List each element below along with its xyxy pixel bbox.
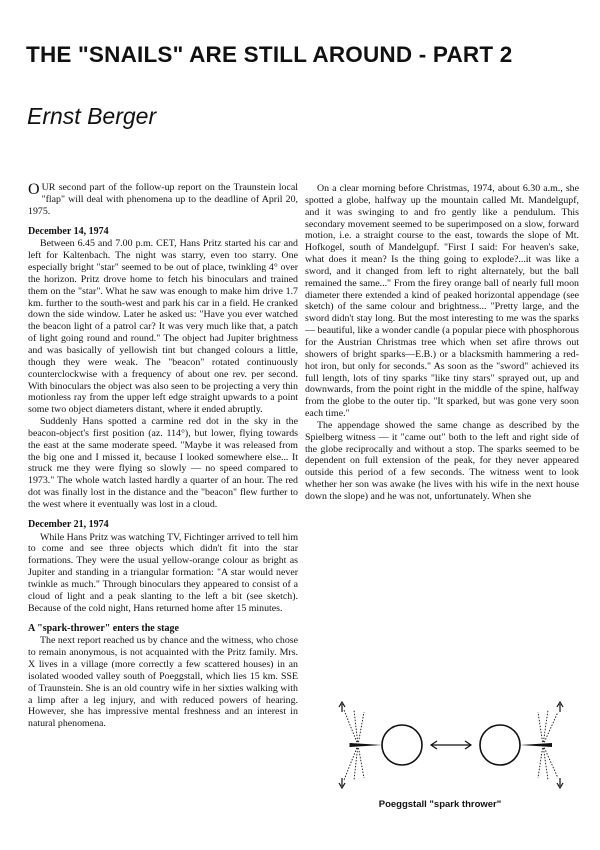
section-heading-dec21: December 21, 1974 <box>28 518 109 530</box>
right-sword-appendage <box>520 743 552 747</box>
right-column <box>305 183 579 503</box>
paragraph: Between 6.45 and 7.00 p.m. CET, Hans Pritz started his car and left for Kaltenbach. The night was starry, even too starry. One especially bright "star" seemed to be out of place, twinkling 4° over the horizon. Pritz drove home to fetch his binoculars and trained them on the "star". What he saw was enough to make him drive 1.7 km. further to the south-west and park his car in a field. He cranked down the side window. Later he asked us: "Have you ever watched the beacon light of a patrol car? It was very much like that, a patch of light going round and round." The object had Jupiter brightness and was basically of yellowish tint but changed colours a little, though they were weak. The "beacon" rotated continuously counterclockwise with a frequency of about one rev. per second. With binoculars the object was also seen to be projecting a very thin motionless ray from the upper left edge straight upwards to a point some two object diameters distant, where it ended abruptly. <box>28 238 298 416</box>
author-name: Ernst Berger <box>27 103 157 129</box>
drop-cap: O <box>28 181 40 198</box>
left-column <box>28 181 298 730</box>
paragraph: The appendage showed the same change as described by the Spielberg witness — it "came out" both to the left and right side of the globe reciprocally and without a stop. The sparks seemed to be dependent on full extension of the peak, for they never appeared outside this period of a few seconds. The witness went to look whether her son was awake (he lives with his wife in the next house down the slope) and he was not, unfortunately. When she <box>305 419 579 502</box>
paragraph: On a clear morning before Christmas, 1974, about 6.30 a.m., she spotted a globe, halfway up the mountain called Mt. Mandelgupf, and it was swinging to and fro gently like a pendulum. This secondary movement seemed to be superimposed on a slow, forward motion, i.e. a straight course to the east, towards the slope of Mt. Hofkogel, south of Mandelgupf. "First I said: For heaven's sake, what does it mean? Is the thing going to explode?...it was like a sword, and it changed from left to right alternately, but the ball remained the same..." From the firey orange ball of nearly full moon diameter there extended a kind of peaked horizontal appendage (see sketch) of the same colour and brightness... "Pretty large, and the sword didn't stay long. But the most interesting to me was the sparks — beautiful, like a wonder candle (a popular piece with phosphorous for the Austrian Christmas tree which when set afire throws out showers of bright sparks—E.B.) or a blacksmith hammering a red-hot iron, but only for seconds." As soon as the "sword" achieved its full length, lots of tiny sparks "like tiny stars" sprayed out, up and downwards, from the point right in the middle of the spine, halfway from the globe to the outer tip. "It sparked, but was gone very soon each time." <box>305 183 579 420</box>
section-heading-dec14: December 14, 1974 <box>28 225 109 237</box>
paragraph: Suddenly Hans spotted a carmine red dot in the sky in the beacon-object's first position (az. 114°), but lower, flying towards the east at the same moderate speed. "Maybe it was released from the big one and I missed it, because I looked somewhere else... It struck me they were flying so slowly — no speed compared to 1973." The whole watch lasted hardly a quarter of an hour. The red dot was finally lost in the distance and the "beacon" flew further to the west where it eventually was lost in a cloud. <box>28 416 298 510</box>
left-globe-figure <box>339 702 422 788</box>
article-title: THE "SNAILS" ARE STILL AROUND - PART 2 <box>26 42 513 67</box>
paragraph: While Hans Pritz was watching TV, Fichtinger arrived to tell him to come and see three objects which didn't fit into the star formations. They were the usual yellow-orange colour as bright as Jupiter and standing in a triangular formation: "A star would never twinkle as much." Through binoculars they appeared to consist of a cloud of light and a peak slanting to the left a bit (see sketch). Because of the cold night, Hans returned home after 15 minutes. <box>28 531 298 614</box>
spark-thrower-sketch <box>330 690 570 800</box>
left-sword-appendage <box>350 743 382 747</box>
intro-text: UR second part of the follow-up report on the Traunstein local "flap" will deal with phenomena up to the deadline of April 20, 1975. <box>28 182 298 217</box>
paragraph: The next report reached us by chance and the witness, who chose to remain anonymous, is not acquainted with the Pritz family. Mrs. X lives in a village (more correctly a few scattered houses) in an isolated wooded valley south of Poeggstall, which lies 15 km. SSE of Traunstein. She is an old country wife in her sixties walking with a limp after a leg injury, and with reduced powers of hearing. However, she has impressive mental freshness and an interest in natural phenomena. <box>28 635 298 730</box>
right-globe-figure <box>480 702 563 788</box>
section-heading-spark-thrower: A "spark-thrower" enters the stage <box>28 622 179 634</box>
figure-caption: Poeggstall "spark thrower" <box>378 799 502 810</box>
intro-paragraph <box>28 182 298 218</box>
alternation-arrow <box>431 741 471 749</box>
